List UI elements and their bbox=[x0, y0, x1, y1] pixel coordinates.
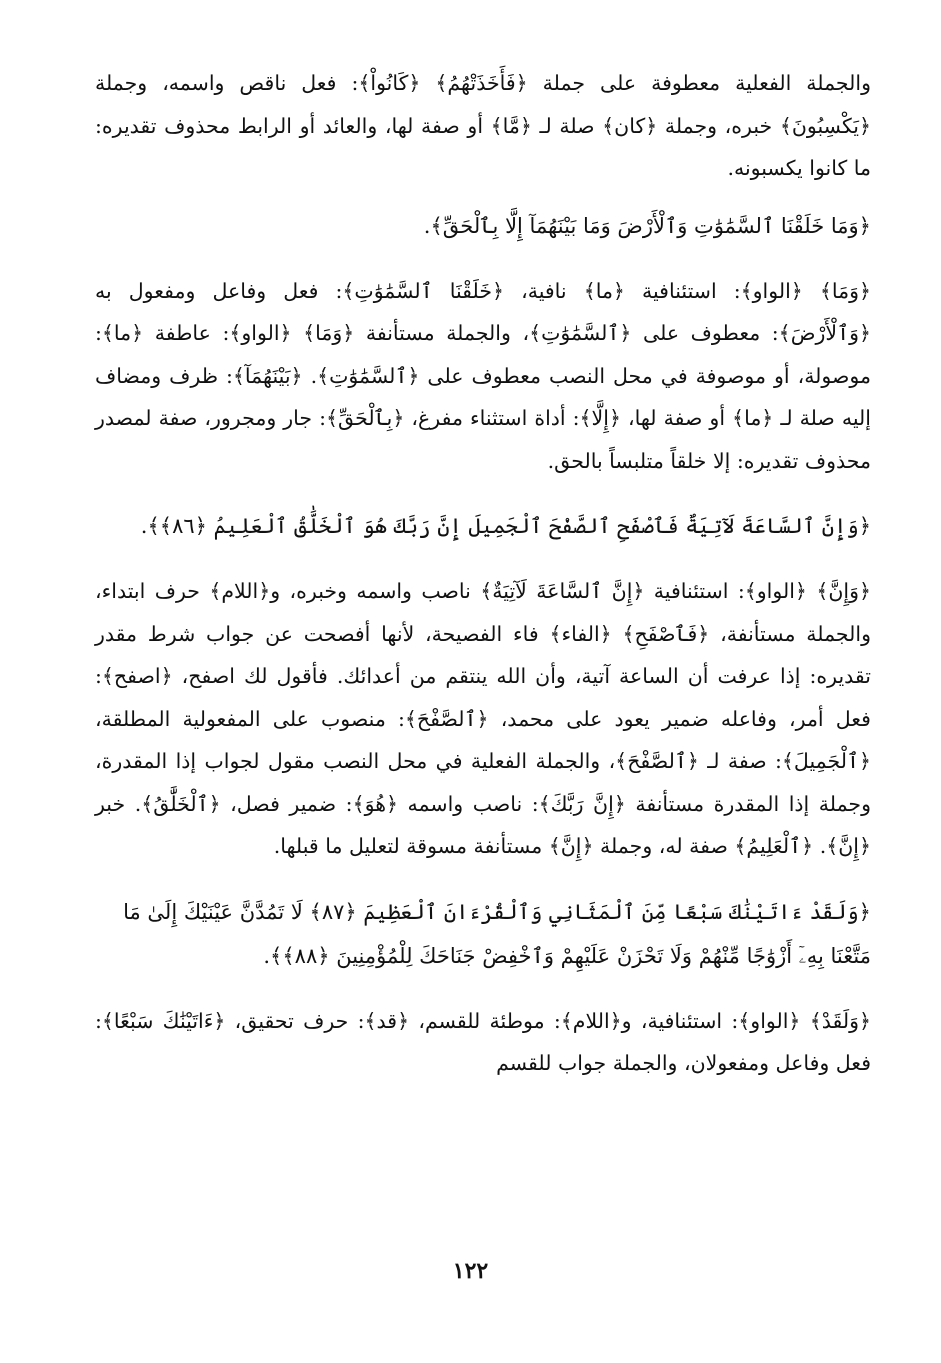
spacer bbox=[95, 868, 871, 890]
spacer bbox=[95, 248, 871, 270]
page-number: ١٢٢ bbox=[452, 1258, 489, 1284]
spacer bbox=[95, 190, 871, 204]
spacer bbox=[95, 548, 871, 570]
quran-verse-1: ﴿وَمَا خَلَقْنَا ٱلسَّمَٰوَٰتِ وَٱلْأَرْضَ وَمَا بَيْنَهُمَآ إِلَّا بِٱلْحَقِّ﴾. bbox=[423, 213, 871, 238]
spacer bbox=[95, 978, 871, 1000]
paragraph-4: ﴿وَلَقَدْ﴾ ﴿الواو﴾: استئنافية، و﴿اللام﴾: موطئة للقسم، ﴿قد﴾: حرف تحقيق، ﴿ءَاتَيْنَٰكَ سَبْعًا﴾: فعل وفاعل ومفعولان، والجملة جواب للقسم bbox=[95, 1008, 871, 1075]
paragraph-2: ﴿وَمَا﴾ ﴿الواو﴾: استئنافية ﴿ما﴾ نافية، ﴿خَلَقْنَا ٱلسَّمَٰوَٰتِ﴾: فعل وفاعل ومفعول به ﴿وَٱلْأَرْضَ﴾: معطوف على ﴿ٱلسَّمَٰوَٰتِ﴾، والجملة مستأنفة ﴿وَمَا﴾ ﴿الواو﴾: عاطفة ﴿ما﴾: موصولة، أو موصوفة في محل النصب معطوف على ﴿ٱلسَّمَٰوَٰتِ﴾. ﴿بَيْنَهُمَآ﴾: ظرف ومضاف إليه صلة لـ ﴿ما﴾ أو صفة لها، ﴿إِلَّا﴾: أداة استثناء مفرغ، ﴿بِٱلْحَقِّ﴾: جار ومجرور، صفة لمصدر محذوف تقديره: إلا خلقاً متلبساً بالحق. bbox=[95, 278, 871, 473]
paragraph-1: والجملة الفعلية معطوفة على جملة ﴿فَأَخَذَتْهُمُ﴾ ﴿كَانُواْ﴾: فعل ناقص واسمه، وجملة ﴿يَكْسِبُونَ﴾ خبره، وجملة ﴿كان﴾ صلة لـ ﴿مَّا﴾ أو صفة لها، والعائد أو الرابط محذوف تقديره: ما كانوا يكسبونه. bbox=[95, 71, 871, 180]
quran-verse-3: ﴿وَلَقَدْ ءَاتَيْنَٰكَ سَبْعًا مِّنَ ٱلْمَثَانِي وَٱلْقُرْءَانَ ٱلْعَظِيمَ ﴿٨٧﴾ لَا تَمُدَّنَّ عَيْنَيْكَ إِلَىٰ مَا مَتَّعْنَا بِهِۦٓ أَزْوَٰجًا مِّنْهُمْ وَلَا تَحْزَنْ عَلَيْهِمْ وَٱخْفِضْ جَنَاحَكَ لِلْمُؤْمِنِينَ ﴿٨٨﴾﴾. bbox=[123, 899, 871, 968]
quran-verse-2: ﴿وَإِنَّ ٱلسَّاعَةَ لَآتِيَةٌ فَٱصْفَحِ ٱلصَّفْحَ ٱلْجَمِيلَ إِنَّ رَبَّكَ هُوَ ٱلْخَلَّٰقُ ٱلْعَلِيمُ ﴿٨٦﴾﴾. bbox=[140, 514, 871, 538]
spacer bbox=[95, 482, 871, 504]
paragraph-3: ﴿وَإِنَّ﴾ ﴿الواو﴾: استئنافية ﴿إِنَّ ٱلسَّاعَةَ لَآتِيَةٌ﴾ ناصب واسمه وخبره، و﴿اللام﴾ حرف ابتداء، والجملة مستأنفة، ﴿فَٱصْفَحِ﴾ ﴿الفاء﴾ فاء الفصيحة، لأنها أفصحت عن جواب شرط مقدر تقديره: إذا عرفت أن الساعة آتية، وأن الله ينتقم من أعدائك. فأقول لك اصفح، ﴿اصفح﴾: فعل أمر، وفاعله ضمير يعود على محمد، ﴿ٱلصَّفْحَ﴾: منصوب على المفعولية المطلقة، ﴿ٱلْجَمِيلَ﴾: صفة لـ ﴿ٱلصَّفْحَ﴾، والجملة الفعلية في محل النصب مقول لجواب إذا المقدرة، وجملة إذا المقدرة مستأنفة ﴿إِنَّ رَبَّكَ﴾: ناصب واسمه ﴿هُوَ﴾: ضمير فصل، ﴿ٱلْخَلَّٰقُ﴾. خبر ﴿إِنَّ﴾. ﴿ٱلْعَلِيمُ﴾ صفة له، وجملة ﴿إِنَّ﴾ مستأنفة مسوقة لتعليل ما قبلها. bbox=[95, 579, 871, 858]
